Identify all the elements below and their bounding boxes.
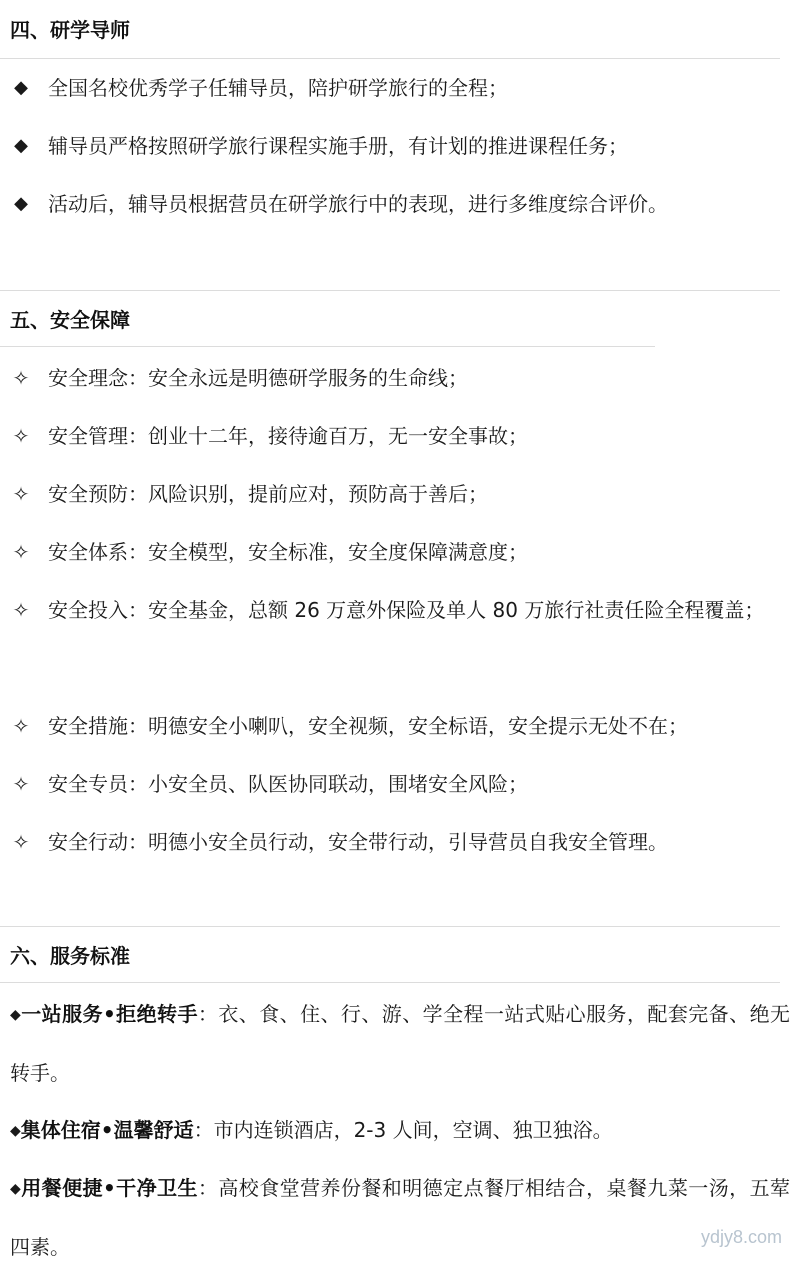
watermark: ydjy8.com — [700, 1227, 782, 1247]
diamond-bullet-icon: ◆ — [10, 1007, 22, 1023]
section-6-title: 六、服务标准 — [10, 944, 130, 968]
list-item — [0, 190, 790, 218]
diamond-bullet-icon: ◆ — [14, 77, 28, 98]
list-item-text: 辅导员严格按照研学旅行课程实施手册，有计划的推进课程任务； — [48, 134, 628, 158]
service-lead: 一站服务•拒绝转手 — [21, 1002, 198, 1026]
sparkle-bullet-icon: ✧ — [12, 830, 30, 854]
list-item-text: 活动后，辅导员根据营员在研学旅行中的表现，进行多维度综合评价。 — [48, 192, 668, 216]
sparkle-bullet-icon: ✧ — [12, 598, 30, 622]
divider — [0, 290, 780, 291]
service-paragraph — [10, 1159, 790, 1262]
list-item-text: 安全理念：安全永远是明德研学服务的生命线； — [48, 366, 468, 390]
sparkle-bullet-icon: ✧ — [12, 714, 30, 738]
list-item-text: 全国名校优秀学子任辅导员，陪护研学旅行的全程； — [48, 76, 508, 100]
service-paragraph — [10, 1101, 790, 1160]
service-text: ：市内连锁酒店，2-3 人间，空调、独卫独浴。 — [193, 1118, 613, 1142]
list-item-text: 安全投入：安全基金，总额 26 万意外保险及单人 80 万旅行社责任险全程覆盖； — [48, 598, 765, 622]
divider — [0, 982, 780, 983]
service-text: ：衣、食、住、行、游、学全程一站式贴心服务，配套完备、绝无转手。 — [10, 1002, 791, 1085]
list-item-text: 安全管理：创业十二年，接待逾百万，无一安全事故； — [48, 424, 528, 448]
list-item — [0, 364, 790, 392]
list-item — [0, 770, 790, 798]
list-item — [0, 828, 790, 856]
list-item-text: 安全预防：风险识别，提前应对，预防高于善后； — [48, 482, 488, 506]
diamond-bullet-icon: ◆ — [10, 1123, 21, 1139]
divider — [0, 346, 655, 347]
sparkle-bullet-icon: ✧ — [12, 424, 30, 448]
list-item-text: 安全措施：明德安全小喇叭，安全视频，安全标语，安全提示无处不在； — [48, 714, 688, 738]
list-item — [0, 480, 790, 508]
service-lead: 集体住宿•温馨舒适 — [20, 1118, 194, 1142]
list-item — [0, 132, 790, 160]
list-item-text: 安全行动：明德小安全员行动，安全带行动，引导营员自我安全管理。 — [48, 830, 668, 854]
list-item — [0, 538, 790, 566]
service-lead: 用餐便捷•干净卫生 — [21, 1176, 198, 1200]
list-item — [0, 422, 790, 450]
section-5-title: 五、安全保障 — [10, 308, 130, 332]
sparkle-bullet-icon: ✧ — [12, 482, 30, 506]
section-4-title: 四、研学导师 — [10, 18, 130, 42]
diamond-bullet-icon: ◆ — [10, 1181, 22, 1197]
sparkle-bullet-icon: ✧ — [12, 772, 30, 796]
list-item-text: 安全专员：小安全员、队医协同联动，围堵安全风险； — [48, 772, 528, 796]
list-item — [0, 712, 790, 740]
service-paragraph — [10, 985, 790, 1102]
divider — [0, 926, 780, 927]
list-item — [0, 596, 790, 682]
sparkle-bullet-icon: ✧ — [12, 540, 30, 564]
diamond-bullet-icon: ◆ — [14, 193, 28, 214]
list-item — [0, 74, 790, 102]
service-text: ：高校食堂营养份餐和明德定点餐厅相结合，桌餐九菜一汤，五荤四素。 — [10, 1176, 791, 1259]
diamond-bullet-icon: ◆ — [14, 135, 28, 156]
list-item-text: 安全体系：安全模型，安全标准，安全度保障满意度； — [48, 540, 528, 564]
sparkle-bullet-icon: ✧ — [12, 366, 30, 390]
divider — [0, 58, 780, 59]
